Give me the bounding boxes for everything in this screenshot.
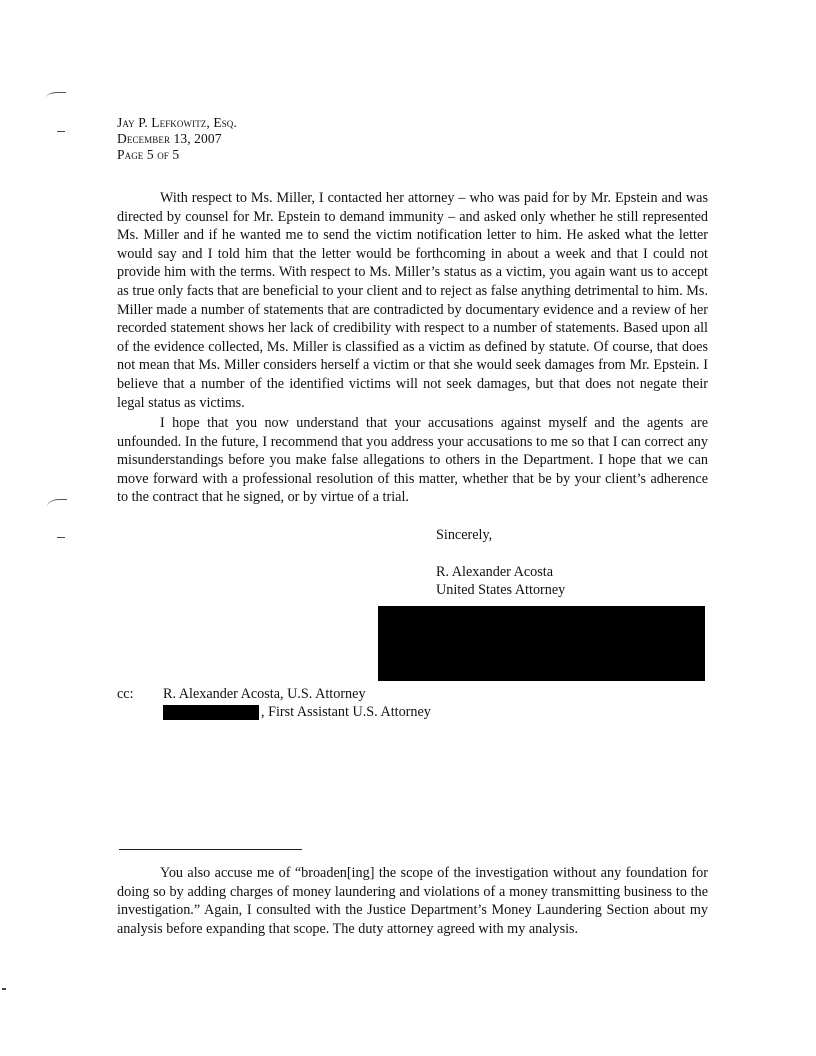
signature-redaction bbox=[378, 606, 705, 681]
closing: Sincerely, bbox=[436, 527, 493, 543]
body-paragraph: With respect to Ms. Miller, I contacted her attorney – who was paid for by Mr. Epstein and was directed by counsel for Mr. Epstein to demand immunity – and asked only whether he still represented Ms. Miller and if he wanted me to send the victim notification letter to him. He asked what the letter would say and I told him that the letter would be forthcoming in about a week and that I could not provide him with the terms. With respect to Ms. Miller’s status as a victim, you again want us to accept as true only facts that are beneficial to your client and to reject as false anything detrimental to him. Ms. Miller made a number of statements that are contradicted by documentary evidence and a review of her recorded statement shows her lack of credibility with respect to a number of statements. Based upon all of the evidence collected, Ms. Miller is classified as a victim as defined by statute. Of course, that does not mean that Ms. Miller considers herself a victim or that she would seek damages from Mr. Epstein. I believe that a number of the identified victims will not seek damages, but that does not negate their legal status as victims. bbox=[117, 190, 708, 411]
page-number-line: Page 5 of 5 bbox=[117, 147, 180, 162]
scan-mark bbox=[57, 537, 65, 538]
letter-header bbox=[117, 115, 237, 163]
signer-title: United States Attorney bbox=[436, 582, 566, 598]
cc-name-redaction bbox=[163, 705, 259, 720]
footnote-divider bbox=[119, 849, 302, 850]
body-paragraph: I hope that you now understand that your accusations against myself and the agents are unfounded. In the future, I recommend that you address your accusations to me so that I can correct any misunderstandings before you make false allegations to others in the Department. I hope that we can move forward with a professional resolution of this matter, whether that be by your client’s adherence to the contract that he signed, or by virtue of a trial. bbox=[117, 415, 708, 506]
scan-mark bbox=[2, 988, 6, 990]
footnote: You also accuse me of “broaden[ing] the scope of the investigation without any foundation for doing so by adding charges of money laundering and violations of a money transmitting business to the investigation.” Again, I consulted with the Justice Department’s Money Laundering Section about my analysis before expanding that scope. The duty attorney agreed with my analysis. bbox=[117, 865, 708, 937]
cc-label: cc: bbox=[117, 686, 134, 702]
date-line: December 13, 2007 bbox=[117, 131, 222, 146]
cc-recipient: R. Alexander Acosta, U.S. Attorney bbox=[163, 686, 366, 702]
scan-mark bbox=[46, 92, 66, 101]
signer-name: R. Alexander Acosta bbox=[436, 564, 554, 580]
recipient-line: Jay P. Lefkowitz, Esq. bbox=[117, 115, 237, 130]
scan-mark bbox=[47, 499, 67, 512]
cc-recipient-title: , First Assistant U.S. Attorney bbox=[261, 704, 431, 720]
scan-mark bbox=[57, 131, 65, 132]
